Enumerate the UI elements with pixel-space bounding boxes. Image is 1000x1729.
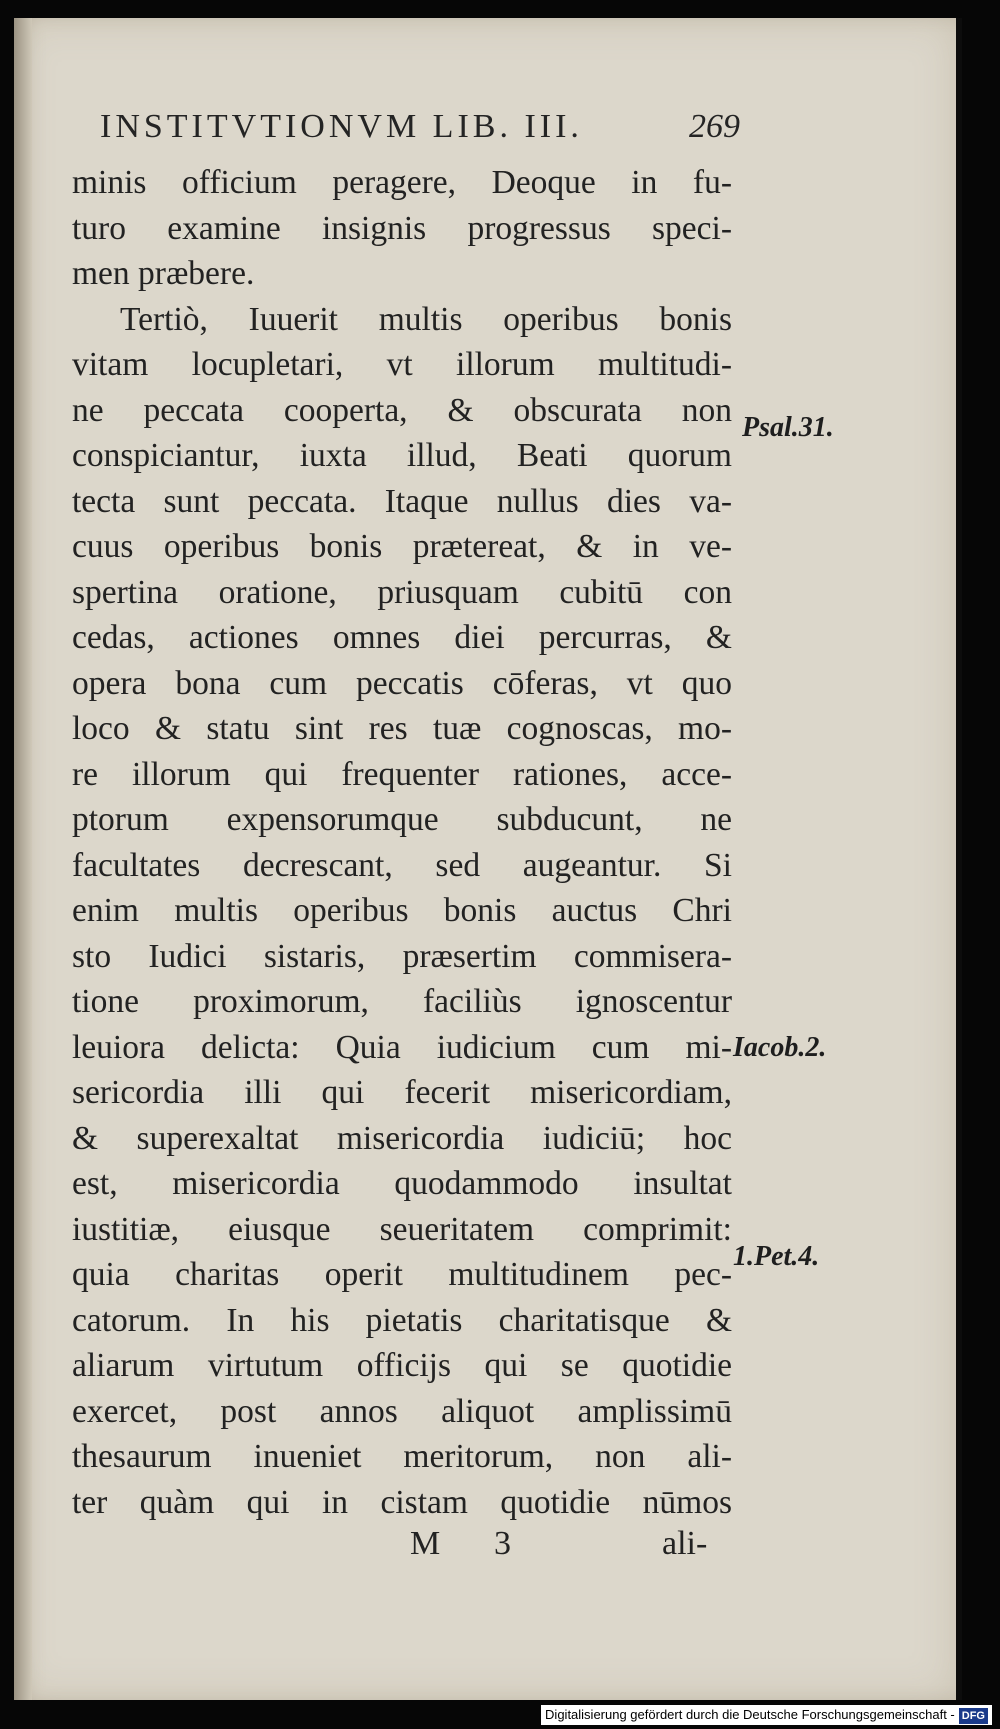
digitization-notice-text: Digitalisierung gefördert durch die Deutsche Forschungsgemeinschaft - [545,1707,955,1722]
text-line: & superexaltat misericordia iudiciū; hoc [72,1119,732,1157]
text-line: catorum. In his pietatis charitatisque & [72,1301,732,1339]
text-line: tione proximorum, faciliùs ignoscentur [72,983,732,1020]
text-line: opera bona cum peccatis cōferas, vt quo [72,664,732,702]
text-line: thesaurum inueniet meritorum, non ali- [72,1438,732,1475]
page-gutter [14,18,32,1700]
text-line: cedas, actiones omnes diei percurras, & [72,619,732,656]
text-line: sto Iudici sistaris, præsertim commisera- [72,937,732,975]
text-line: aliarum virtutum officijs qui se quotidie [72,1347,732,1384]
text-line: loco & statu sint res tuæ cognoscas, mo- [72,710,732,747]
text-line: tecta sunt peccata. Itaque nullus dies va- [72,482,732,520]
text-line: turo examine insignis progressus speci- [72,209,732,247]
text-line: minis officium peragere, Deoque in fu- [72,164,732,201]
text-line: conspiciantur, iuxta illud, Beati quorum [72,437,732,474]
text-line: ne peccata cooperta, & obscurata non [72,391,732,429]
catchword: ali- [662,1525,708,1562]
body-text [72,160,732,1525]
signature-number: 3 [494,1525,511,1562]
text-line: ter quàm qui in cistam quotidie nūmos [72,1483,732,1521]
running-title: INSTITVTIONVM LIB. III. [100,108,583,145]
text-line: exercet, post annos aliquot amplissimū [72,1392,732,1430]
text-line: leuiora delicta: Quia iudicium cum mi- [72,1028,732,1066]
text-line: re illorum qui frequenter rationes, acce- [72,755,732,793]
digitization-notice [541,1705,992,1725]
margin-note-peter: 1.Pet.4. [733,1241,820,1272]
text-line: men præbere. [72,255,255,292]
margin-note-psalm: Psal.31. [742,412,834,443]
running-header [100,108,740,158]
text-line: est, misericordia quodammodo insultat [72,1165,732,1202]
text-line: vitam locupletari, vt illorum multitudi- [72,346,732,383]
text-line: ptorum expensorumque subducunt, ne [72,801,732,838]
text-line: sericordia illi qui fecerit misericordiam, [72,1074,732,1111]
dfg-logo: DFG [959,1708,988,1724]
margin-note-jacob: Iacob.2. [733,1032,827,1063]
folio-number: 269 [689,108,740,145]
text-line: spertina oratione, priusquam cubitū con [72,573,732,611]
text-line: quia charitas operit multitudinem pec- [72,1256,732,1293]
text-line: enim multis operibus bonis auctus Chri [72,892,732,929]
text-line: Tertiò, Iuuerit multis operibus bonis [120,300,732,338]
signature-mark: M [410,1525,441,1562]
text-line: facultates decrescant, sed augeantur. Si [72,846,732,884]
text-line: cuus operibus bonis prætereat, & in ve- [72,528,732,565]
text-line: iustitiæ, eiusque seueritatem comprimit: [72,1210,732,1248]
